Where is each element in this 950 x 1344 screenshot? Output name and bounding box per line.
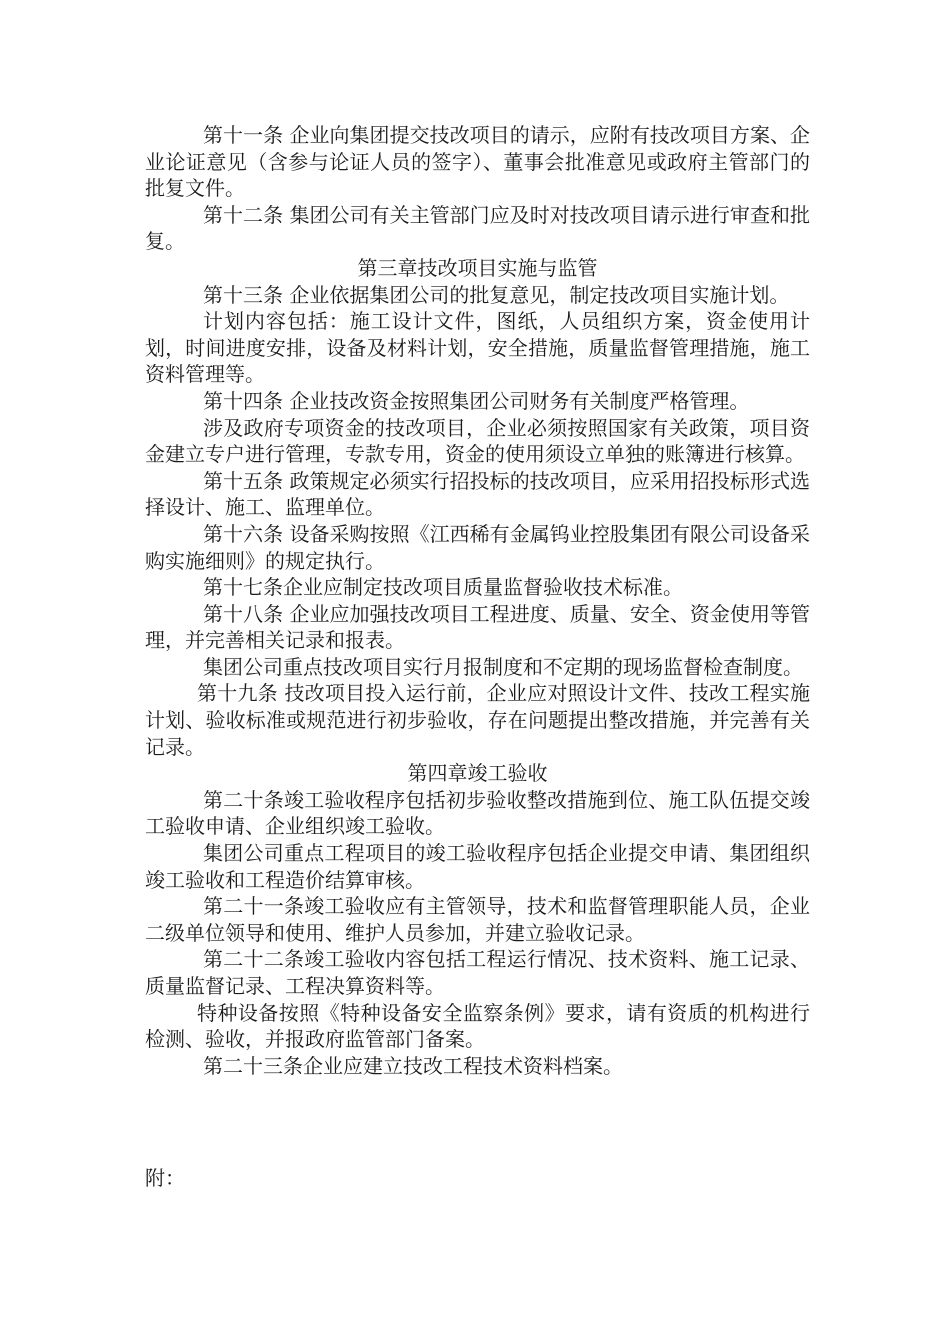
article-16: 第十六条 设备采购按照《江西稀有金属钨业控股集团有限公司设备采购实施细则》的规定执行。 (145, 521, 810, 573)
article-23: 第二十三条企业应建立技改工程技术资料档案。 (203, 1053, 623, 1078)
article-11: 第十一条 企业向集团提交技改项目的请示，应附有技改项目方案、企业论证意见（含参与论证人员的签字）、董事会批准意见或政府主管部门的批复文件。 (145, 123, 810, 201)
article-18: 第十八条 企业应加强技改项目工程进度、质量、安全、资金使用等管理，并完善相关记录和报表。 (145, 601, 810, 653)
special-funds-paragraph: 涉及政府专项资金的技改项目，企业必须按照国家有关政策，项目资金建立专户进行管理，专款专用，资金的使用须设立单独的账簿进行核算。 (145, 415, 810, 467)
appendix-label: 附： (145, 1166, 185, 1190)
article-17: 第十七条企业应制定技改项目质量监督验收技术标准。 (203, 575, 683, 600)
article-22: 第二十二条竣工验收内容包括工程运行情况、技术资料、施工记录、质量监督记录、工程决算资料等。 (145, 947, 810, 998)
article-20: 第二十条竣工验收程序包括初步验收整改措施到位、施工队伍提交竣工验收申请、企业组织竣工验收。 (145, 787, 810, 839)
article-14: 第十四条 企业技改资金按照集团公司财务有关制度严格管理。 (203, 388, 750, 413)
chapter-4-heading: 第四章竣工验收 (407, 761, 548, 786)
article-15: 第十五条 政策规定必须实行招投标的技改项目，应采用招投标形式选择设计、施工、监理单位。 (145, 468, 810, 520)
document-body (145, 122, 810, 1079)
article-19: 第十九条 技改项目投入运行前，企业应对照设计文件、技改工程实施计划、验收标准或规范进行初步验收，存在问题提出整改措施，并完善有关记录。 (145, 681, 810, 759)
plan-content-paragraph: 计划内容包括：施工设计文件，图纸，人员组织方案，资金使用计划，时间进度安排，设备及材料计划，安全措施，质量监督管理措施，施工资料管理等。 (145, 309, 810, 387)
article-12: 第十二条 集团公司有关主管部门应及时对技改项目请示进行审查和批复。 (145, 202, 810, 254)
article-13: 第十三条 企业依据集团公司的批复意见，制定技改项目实施计划。 (203, 282, 790, 307)
key-project-acceptance-paragraph: 集团公司重点工程项目的竣工验收程序包括企业提交申请、集团组织竣工验收和工程造价结算审核。 (145, 841, 810, 892)
special-equipment-paragraph: 特种设备按照《特种设备安全监察条例》要求，请有资质的机构进行检测、验收，并报政府监管部门备案。 (145, 1000, 810, 1052)
article-21: 第二十一条竣工验收应有主管领导，技术和监督管理职能人员，企业二级单位领导和使用、维护人员参加，并建立验收记录。 (145, 894, 810, 945)
chapter-3-heading: 第三章技改项目实施与监管 (357, 255, 598, 280)
monthly-report-paragraph: 集团公司重点技改项目实行月报制度和不定期的现场监督检查制度。 (203, 654, 803, 679)
